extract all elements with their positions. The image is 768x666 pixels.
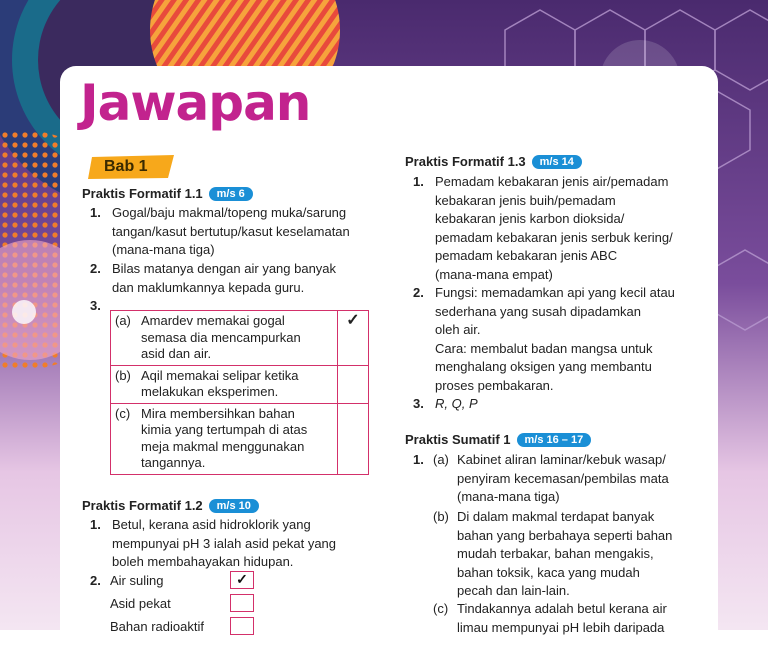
check-mark-icon: ✓ xyxy=(338,311,369,366)
table-row: (a) Amardev memakai gogal semasa dia mencampurkan asid dan air. ✓ xyxy=(111,311,369,366)
chapter-tag xyxy=(88,154,176,180)
check-box xyxy=(230,617,254,635)
option-label: Asid pekat xyxy=(110,596,171,611)
check-box xyxy=(230,594,254,612)
section-header-pf13: Praktis Formatif 1.3 m/s 14 xyxy=(405,154,582,170)
table-row: (b) Aqil memakai selipar ketika melakukan eksperimen. xyxy=(111,365,369,403)
page-badge: m/s 6 xyxy=(209,187,253,201)
option-label: Air suling xyxy=(110,573,164,588)
situation-table xyxy=(110,310,369,475)
section-header-ps1: Praktis Sumatif 1 m/s 16 – 17 xyxy=(405,432,591,448)
chapter-label: Bab 1 xyxy=(104,158,148,175)
section-header-pf12: Praktis Formatif 1.2 m/s 10 xyxy=(82,498,259,514)
table-row: (c) Mira membersihkan bahan kimia yang tertumpah di atas meja makmal menggunakan tangannya. xyxy=(111,403,369,474)
page-badge: m/s 10 xyxy=(209,499,259,513)
option-label: Bahan radioaktif xyxy=(110,619,204,634)
page-badge: m/s 14 xyxy=(532,155,582,169)
page-title: Jawapan xyxy=(80,74,311,132)
check-box: ✓ xyxy=(230,571,254,589)
section-header-pf11: Praktis Formatif 1.1 m/s 6 xyxy=(82,186,253,202)
page-badge: m/s 16 – 17 xyxy=(517,433,592,447)
